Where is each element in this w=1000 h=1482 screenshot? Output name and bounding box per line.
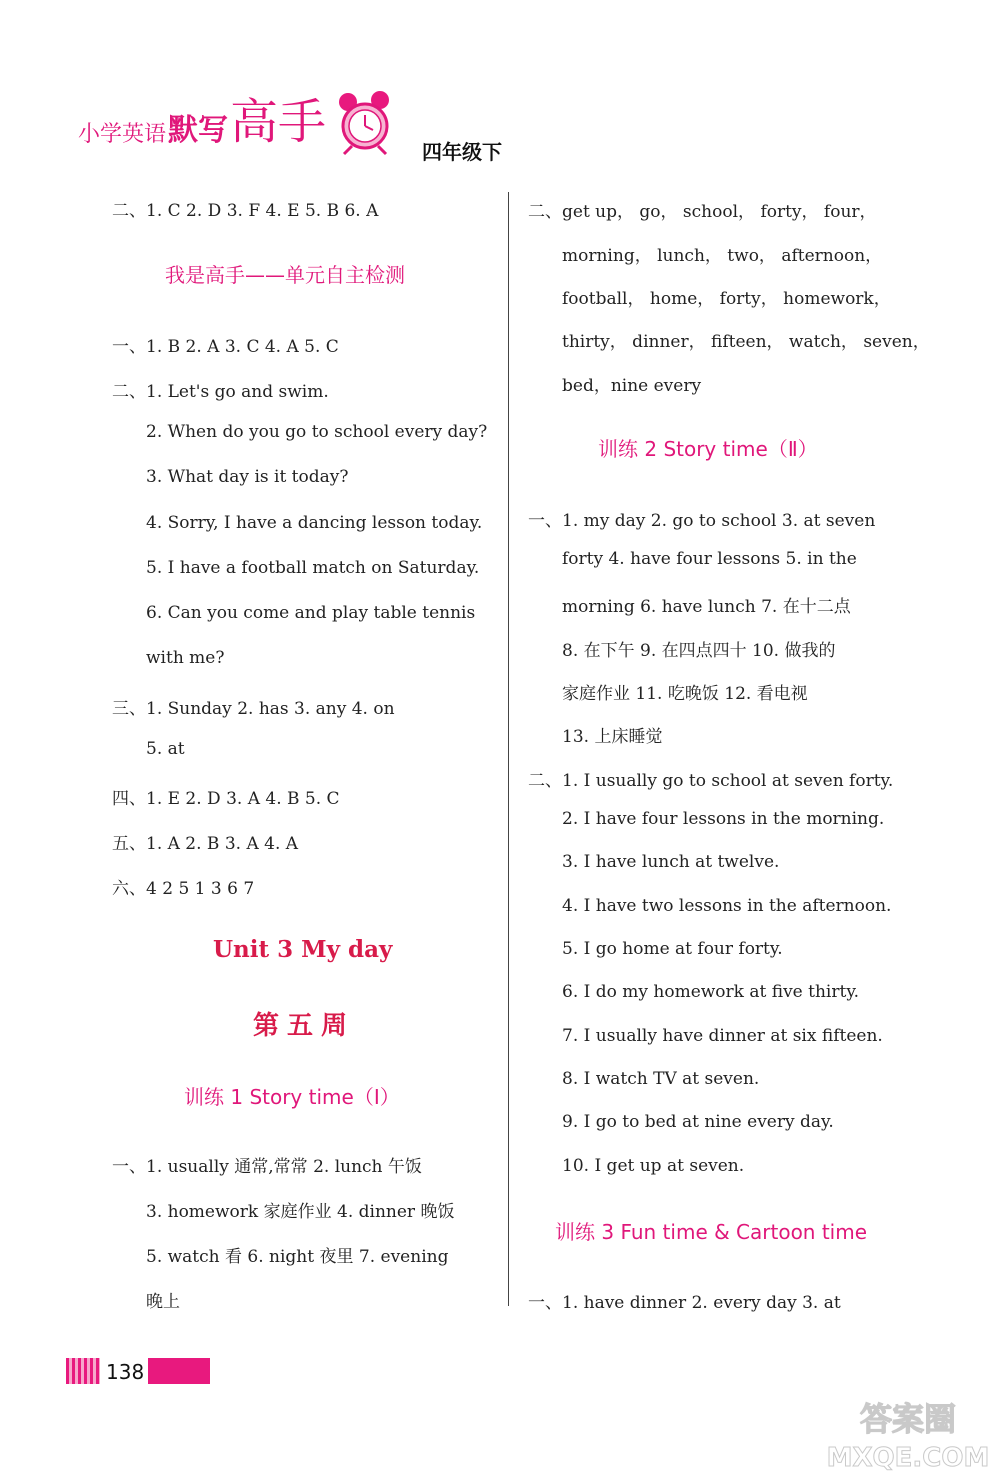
answer-line: 13. 上床睡觉 [562, 727, 663, 747]
answer-line: thirty， dinner， fifteen， watch， seven， [562, 332, 930, 352]
grade-label: 四年级下 [422, 140, 502, 164]
answer-line: 2. I have four lessons in the morning. [562, 809, 885, 829]
answer-line: 5. I have a football match on Saturday. [146, 558, 480, 578]
answer-line: 4. Sorry, I have a dancing lesson today. [146, 513, 483, 533]
page-marker [66, 1358, 100, 1384]
answer-line: with me? [146, 648, 225, 668]
book-title [78, 94, 327, 150]
answer-line: 五、1. A 2. B 3. A 4. A [112, 834, 299, 854]
section-heading: 训练 2 Story time（Ⅱ） [598, 437, 818, 461]
page-color-bar [148, 1358, 210, 1384]
answer-line: 一、1. usually 通常,常常 2. lunch 午饭 [112, 1157, 422, 1177]
answer-line: 一、1. my day 2. go to school 3. at seven [528, 511, 876, 531]
column-divider [508, 192, 509, 1306]
answer-line: 一、1. B 2. A 3. C 4. A 5. C [112, 337, 339, 357]
section-heading: 训练 3 Fun time & Cartoon time [555, 1220, 868, 1244]
answer-line: 8. 在下午 9. 在四点四十 10. 做我的 [562, 641, 836, 661]
answer-line: 四、1. E 2. D 3. A 4. B 5. C [112, 789, 340, 809]
answer-line: 3. homework 家庭作业 4. dinner 晚饭 [146, 1202, 455, 1222]
answer-line: 家庭作业 11. 吃晚饭 12. 看电视 [562, 684, 808, 704]
book-title-big: 高手 [230, 94, 327, 150]
answer-line: 5. at [146, 739, 185, 759]
answer-line: morning， lunch， two， afternoon， [562, 246, 883, 266]
answer-line: football， home， forty， homework， [562, 289, 891, 309]
answer-line: 晚上 [146, 1292, 180, 1312]
answer-line: 5. watch 看 6. night 夜里 7. evening [146, 1247, 449, 1267]
answer-line: 二、1. I usually go to school at seven forty. [528, 771, 894, 791]
answer-line: forty 4. have four lessons 5. in the [562, 549, 857, 569]
answer-line: 8. I watch TV at seven. [562, 1069, 760, 1089]
answer-line: 5. I go home at four forty. [562, 939, 783, 959]
answer-line: morning 6. have lunch 7. 在十二点 [562, 597, 851, 617]
answer-line: 一、1. have dinner 2. every day 3. at [528, 1293, 841, 1313]
unit-heading: Unit 3 My day [213, 936, 393, 963]
book-title-small: 小学英语 [78, 122, 167, 147]
page-number: 138 [106, 1360, 145, 1384]
answer-line: 三、1. Sunday 2. has 3. any 4. on [112, 699, 395, 719]
answer-line: 二、get up， go， school， forty， four， [528, 202, 877, 222]
alarm-clock-icon [330, 88, 400, 158]
answer-line: 4. I have two lessons in the afternoon. [562, 896, 892, 916]
answer-line: 二、1. C 2. D 3. F 4. E 5. B 6. A [112, 201, 379, 221]
section-heading: 我是高手——单元自主检测 [165, 263, 405, 287]
answer-line: 6. Can you come and play table tennis [146, 603, 476, 623]
answer-line: bed，nine every [562, 376, 702, 396]
answer-line: 7. I usually have dinner at six fifteen. [562, 1026, 883, 1046]
answer-line: 6. I do my homework at five thirty. [562, 982, 860, 1002]
answer-line: 10. I get up at seven. [562, 1156, 745, 1176]
section-heading: 训练 1 Story time（Ⅰ） [184, 1085, 400, 1109]
answer-line: 3. I have lunch at twelve. [562, 852, 780, 872]
site-watermark [822, 1392, 994, 1474]
watermark-top: 答案圈 [859, 1400, 957, 1438]
answer-line: 六、4 2 5 1 3 6 7 [112, 879, 255, 899]
watermark-bottom: MXQE.COM [826, 1443, 990, 1473]
answer-line: 2. When do you go to school every day? [146, 422, 488, 442]
week-heading: 第五周 [253, 1011, 356, 1041]
answer-line: 9. I go to bed at nine every day. [562, 1112, 834, 1132]
book-title-mid: 默写 [168, 113, 229, 148]
answer-line: 3. What day is it today? [146, 467, 349, 487]
answer-line: 二、1. Let's go and swim. [112, 382, 329, 402]
